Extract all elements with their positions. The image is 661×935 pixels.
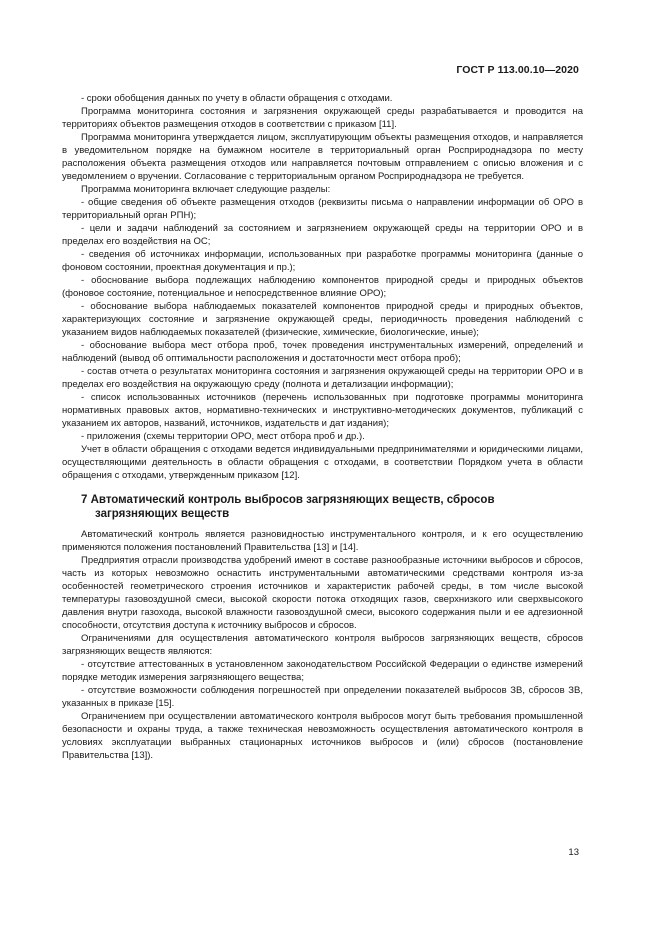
list-item: - общие сведения об объекте размещения отходов (реквизиты письма о направлении информации об ОРО в территориальный орган РПН); <box>62 197 583 221</box>
section-heading-line1: 7 Автоматический контроль выбросов загрязняющих веществ, сбросов <box>81 494 495 506</box>
paragraph: Программа мониторинга включает следующие разделы: <box>81 184 331 195</box>
document-code-header: ГОСТ Р 113.00.10—2020 <box>456 64 579 76</box>
list-item: - состав отчета о результатах мониторинга состояния и загрязнения окружающей среды на территории ОРО и в пределах его воздействия на окружающую среду (полнота и детализации информации); <box>62 366 583 390</box>
list-item: - отсутствие аттестованных в установленном законодательством Российской Федерации о единстве измерений порядке методик измерения загрязняющего вещества; <box>62 659 583 683</box>
paragraph: Ограничением при осуществлении автоматического контроля выбросов могут быть требования промышленной безопасности и охраны труда, а также техническая невозможность осуществления автоматического контроля в условиях эксплуатации выбранных стационарных источников выбросов и (или) сбросов (постановление Правительства [13]). <box>62 711 583 761</box>
list-item: - отсутствие возможности соблюдения погрешностей при определении показателей выбросов ЗВ, сбросов ЗВ, указанных в приказе [15]. <box>62 685 583 709</box>
page-number: 13 <box>568 847 579 858</box>
section-heading <box>62 493 583 521</box>
section-heading-line2: загрязняющих веществ <box>95 508 230 520</box>
list-item: - цели и задачи наблюдений за состоянием и загрязнением окружающей среды на территории ОРО и в пределах его воздействия на ОС; <box>62 223 583 247</box>
list-item: - обоснование выбора наблюдаемых показателей компонентов природной среды и природных объектов, характеризующих состояние и загрязнение окружающей среды, периодичность проведения наблюдений с указанием видов наблюдаемых показателей (физические, химические, биологические, иные); <box>62 301 583 338</box>
list-item: - сроки обобщения данных по учету в области обращения с отходами. <box>81 93 393 104</box>
list-item: - обоснование выбора подлежащих наблюдению компонентов природной среды и природных объектов (фоновое состояние, потенциальное и непосредственное влияние ОРО); <box>62 275 583 299</box>
paragraph: Предприятия отрасли производства удобрений имеют в составе разнообразные источники выбросов и сбросов, часть из которых невозможно оснастить инструментальными автоматическими средствами контроля из-за особенностей геометрического строения источников и характеристик рабочей среды, в том числе высокой температуры газовоздушной смеси, высокой скорости потока отходящих газов, сверхнизкого или сверхвысокого давления внутри газохода, высокой влажности газовоздушной смеси, высокого содержания пыли и ее адгезионной способности, отсутствия доступа к источнику выбросов и сбросов. <box>62 555 583 631</box>
page-content <box>62 92 583 762</box>
paragraph: Программа мониторинга состояния и загрязнения окружающей среды разрабатывается и проводится на территориях объектов размещения отходов в соответствии с приказом [11]. <box>62 106 583 130</box>
list-item: - список использованных источников (перечень использованных при подготовке программы мониторинга нормативных правовых актов, нормативно-технических и инструктивно-методических документов, публикаций с указанием их авторов, названий, источников, издательств и дат издания); <box>62 392 583 429</box>
paragraph: Автоматический контроль является разновидностью инструментального контроля, и к его осуществлению применяются положения постановлений Правительства [13] и [14]. <box>62 529 583 553</box>
paragraph: Учет в области обращения с отходами ведется индивидуальными предпринимателями и юридическими лицами, осуществляющими деятельность в области обращения с отходами, в соответствии Порядком учета в области обращения с отходами, утвержденным приказом [12]. <box>62 444 583 481</box>
paragraph: Ограничениями для осуществления автоматического контроля выбросов загрязняющих веществ, сбросов загрязняющих веществ являются: <box>62 633 583 657</box>
paragraph: Программа мониторинга утверждается лицом, эксплуатирующим объекты размещения отходов, и направляется в уведомительном порядке на бумажном носителе в территориальный орган Росприроднадзора по месту расположения объекта размещения отходов или направляется почтовым отправлением с описью вложения и с уведомлением о вручении. Согласование с территориальным органом Росприроднадзора не требуется. <box>62 132 583 182</box>
list-item: - обоснование выбора мест отбора проб, точек проведения инструментальных измерений, определений и наблюдений (вывод об оптимальности расположения и достаточности мест отбора проб); <box>62 340 583 364</box>
list-item: - приложения (схемы территории ОРО, мест отбора проб и др.). <box>81 431 365 442</box>
list-item: - сведения об источниках информации, использованных при разработке программы мониторинга (данные о фоновом состоянии, проектная документация и пр.); <box>62 249 583 273</box>
